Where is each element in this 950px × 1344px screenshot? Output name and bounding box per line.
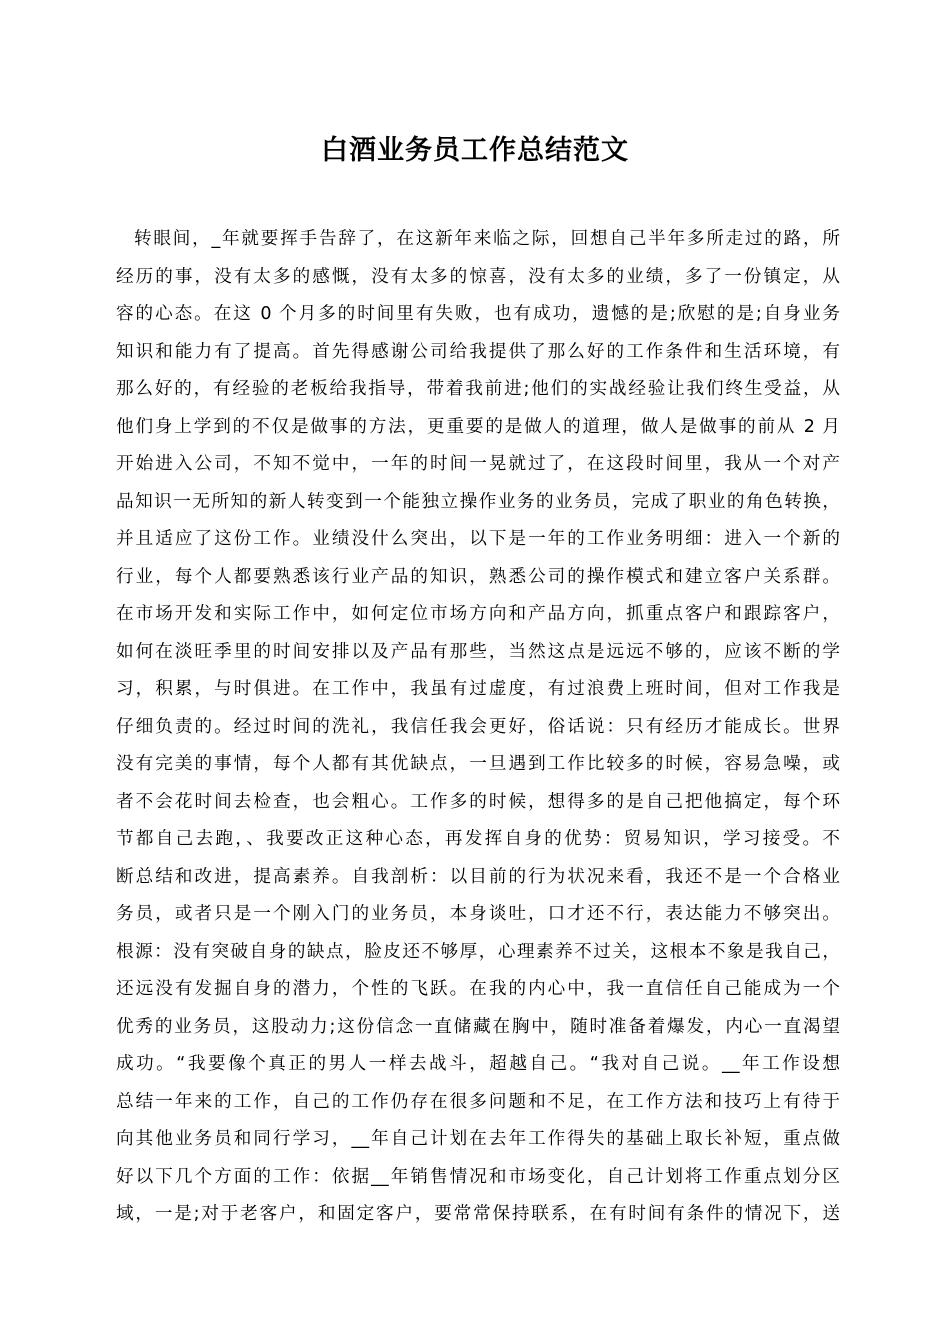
body-text-line: 如何在淡旺季里的时间安排以及产品有那些，当然这点是远远不够的，应该不断的学: [116, 641, 840, 662]
body-text-line: 开始进入公司，不知不觉中，一年的时间一晃就过了，在这段时间里，我从一个对产: [116, 454, 840, 474]
body-text-line: 在市场开发和实际工作中，如何定位市场方向和产品方向，抓重点客户和跟踪客户，: [116, 604, 840, 624]
body-text-line: 行业，每个人都要熟悉该行业产品的知识，熟悉公司的操作模式和建立客户关系群。: [116, 566, 840, 587]
body-text-line: 优秀的业务员，这股动力;这份信念一直储藏在胸中，随时准备着爆发，内心一直渴望: [116, 1016, 840, 1037]
body-text-line: 经历的事，没有太多的感慨，没有太多的惊喜，没有太多的业绩，多了一份镇定，从: [116, 266, 840, 287]
body-text-line: 品知识一无所知的新人转变到一个能独立操作业务的业务员，完成了职业的角色转换，: [116, 491, 840, 512]
body-text-line: 者不会花时间去检查，也会粗心。工作多的时候，想得多的是自己把他搞定，每个环: [116, 791, 840, 812]
body-text-line: 知识和能力有了提高。首先得感谢公司给我提供了那么好的工作条件和生活环境，有: [116, 341, 840, 362]
body-text-line: 习，积累，与时俱进。在工作中，我虽有过虚度，有过浪费上班时间，但对工作我是: [116, 679, 840, 699]
body-text-line: 成功。“我要像个真正的男人一样去战斗，超越自己。“我对自己说。__年工作设想: [116, 1054, 840, 1074]
body-text-line: 根源：没有突破自身的缺点，脸皮还不够厚，心理素养不过关，这根本不象是我自己，: [116, 941, 840, 962]
body-text-line: 容的心态。在这 0 个月多的时间里有失败，也有成功，遗憾的是;欣慰的是;自身业务: [116, 304, 840, 324]
body-text-line: 断总结和改进，提高素养。自我剖析：以目前的行为状况来看，我还不是一个合格业: [116, 866, 840, 887]
body-text-line: 那么好的，有经验的老板给我指导，带着我前进;他们的实战经验让我们终生受益，从: [116, 379, 840, 399]
body-text-line: 他们身上学到的不仅是做事的方法，更重要的是做人的道理，做人是做事的前从 2 月: [116, 416, 840, 437]
body-text-line: 没有完美的事情，每个人都有其优缺点，一旦遇到工作比较多的时候，容易急噪，或: [116, 754, 840, 774]
body-text-line: 务员，或者只是一个刚入门的业务员，本身谈吐，口才还不行，表达能力不够突出。: [116, 904, 840, 924]
document-title: 白酒业务员工作总结范文: [321, 135, 629, 166]
body-text-line: 仔细负责的。经过时间的洗礼，我信任我会更好，俗话说：只有经历才能成长。世界: [116, 716, 840, 737]
body-text-line: 好以下几个方面的工作：依据__年销售情况和市场变化，自己计划将工作重点划分区: [116, 1166, 840, 1187]
body-text-line: 转眼间，_年就要挥手告辞了，在这新年来临之际，回想自己半年多所走过的路，所: [134, 229, 840, 249]
body-text-line: 总结一年来的工作，自己的工作仍存在很多问题和不足，在工作方法和技巧上有待于: [116, 1091, 840, 1112]
body-text-line: 还远没有发掘自身的潜力，个性的飞跃。在我的内心中，我一直信任自己能成为一个: [116, 979, 840, 999]
body-text-line: 并且适应了这份工作。业绩没什么突出，以下是一年的工作业务明细：进入一个新的: [116, 529, 840, 549]
body-text-line: 域，一是;对于老客户，和固定客户，要常常保持联系，在有时间有条件的情况下，送: [116, 1204, 840, 1224]
body-text-line: 向其他业务员和同行学习，__年自己计划在去年工作得失的基础上取长补短，重点做: [116, 1129, 840, 1149]
document-body: [116, 221, 840, 1234]
body-text-line: 节都自己去跑，、我要改正这种心态，再发挥自身的优势：贸易知识，学习接受。不: [116, 829, 840, 849]
